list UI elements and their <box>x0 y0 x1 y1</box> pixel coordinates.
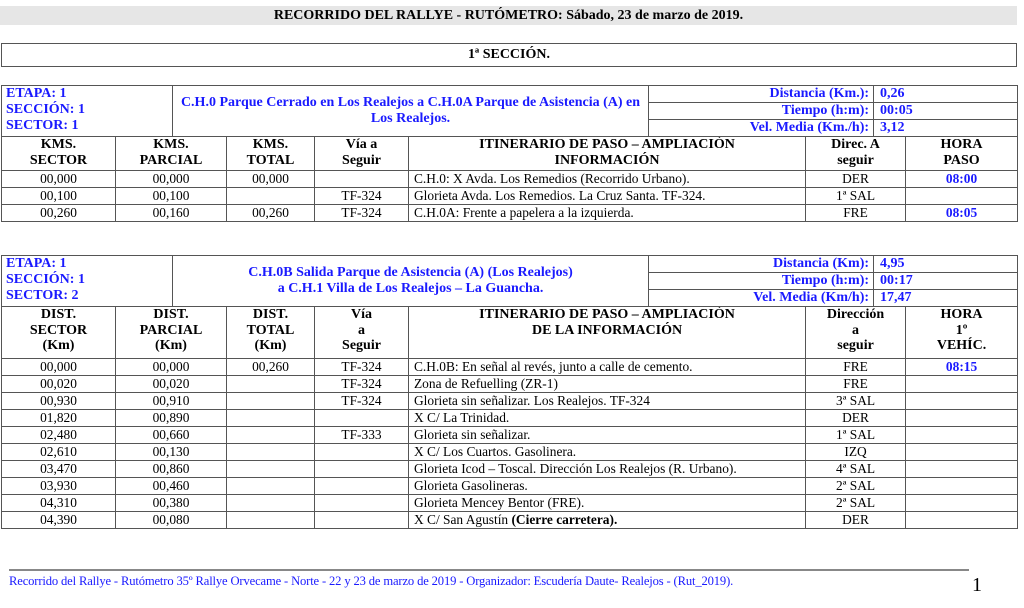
table-row <box>2 188 1018 205</box>
itinerario-text: Glorieta Mencey Bentor (FRE). <box>414 495 585 511</box>
sector-label: SECTOR: 2 <box>6 288 79 303</box>
col-header-line: (Km) <box>155 338 187 353</box>
col-header-line: KMS. <box>252 137 289 152</box>
itinerario-text: Glorieta Icod – Toscal. Dirección Los Realejos (R. Urbano). <box>414 461 737 477</box>
cell-hora: 08:15 <box>906 359 1018 376</box>
cell-total <box>227 444 315 461</box>
cell-direccion: 2ª SAL <box>806 478 906 495</box>
cell-total <box>227 393 315 410</box>
footer-text: Recorrido del Rallye - Rutómetro 35º Rallye Orvecame - Norte - 22 y 23 de marzo de 2019 - Organizador: Escudería Daute- Realejos - (Rut_2019). <box>9 574 734 588</box>
col-header-line: DIST. <box>252 307 289 322</box>
col-header-dist-parcial <box>116 307 227 359</box>
col-header-line: KMS. <box>40 137 77 152</box>
cell-parcial: 00,160 <box>116 205 227 222</box>
itinerario-text: Zona de Refuelling (ZR-1) <box>414 376 558 392</box>
col-header-line: DE LA INFORMACIÓN <box>531 322 683 338</box>
table-row <box>2 444 1018 461</box>
cell-sector: 02,480 <box>2 427 116 444</box>
cell-sector: 03,930 <box>2 478 116 495</box>
cell-total <box>227 512 315 529</box>
cell-parcial: 00,860 <box>116 461 227 478</box>
cell-via: TF-333 <box>315 427 409 444</box>
col-header-itinerario <box>409 137 806 171</box>
cell-itinerario <box>409 171 806 188</box>
col-header-line: seguir <box>837 338 874 353</box>
col-header-line: PARCIAL <box>139 152 203 168</box>
cell-parcial: 00,020 <box>116 376 227 393</box>
cell-itinerario <box>409 359 806 376</box>
cell-hora: 08:05 <box>906 205 1018 222</box>
cell-hora <box>906 188 1018 205</box>
document-title: RECORRIDO DEL RALLYE - RUTÓMETRO: Sábado, 23 de marzo de 2019. <box>0 6 1017 25</box>
cell-sector: 04,390 <box>2 512 116 529</box>
cell-direccion: 4ª SAL <box>806 461 906 478</box>
cell-parcial: 00,890 <box>116 410 227 427</box>
table-row <box>2 410 1018 427</box>
col-header-line: PASO <box>943 152 980 168</box>
cell-direccion: IZQ <box>806 444 906 461</box>
itinerario-text: C.H.0: X Avda. Los Remedios (Recorrido Urbano). <box>414 171 690 187</box>
col-header-line: DIST. <box>153 307 189 322</box>
cell-sector: 00,260 <box>2 205 116 222</box>
col-header-via <box>315 137 409 171</box>
cell-parcial: 00,080 <box>116 512 227 529</box>
cell-itinerario <box>409 495 806 512</box>
seccion-label: SECCIÓN: 1 <box>6 102 85 117</box>
distance-label: Distancia (Km.): <box>649 86 874 103</box>
cell-parcial: 00,910 <box>116 393 227 410</box>
itinerario-text: Glorieta sin señalizar. Los Realejos. TF-324 <box>414 393 650 409</box>
cell-via <box>315 171 409 188</box>
etapa-label: ETAPA: 1 <box>6 86 67 101</box>
cell-via: TF-324 <box>315 205 409 222</box>
col-header-line: (Km) <box>254 338 287 353</box>
avg-speed-label: Vel. Media (Km/h): <box>649 290 874 307</box>
cell-itinerario <box>409 376 806 393</box>
col-header-hora <box>906 307 1018 359</box>
cell-sector: 00,100 <box>2 188 116 205</box>
col-header-kms-total <box>227 137 315 171</box>
col-header-line: KMS. <box>153 137 189 152</box>
itinerario-text: Glorieta Avda. Los Remedios. La Cruz Santa. TF-324. <box>414 188 706 204</box>
col-header-line: ITINERARIO DE PASO – AMPLIACIÓN <box>479 307 735 322</box>
table-row <box>2 376 1018 393</box>
cell-itinerario <box>409 410 806 427</box>
itinerario-text: Glorieta Gasolineras. <box>414 478 528 494</box>
cell-total: 00,260 <box>227 205 315 222</box>
col-header-itinerario <box>409 307 806 359</box>
cell-via: TF-324 <box>315 393 409 410</box>
table-row <box>2 495 1018 512</box>
stage-table-2 <box>1 255 1018 529</box>
stage-identifier <box>2 86 173 137</box>
cell-parcial: 00,130 <box>116 444 227 461</box>
cell-hora <box>906 495 1018 512</box>
col-header-line: HORA <box>940 307 983 322</box>
table-row <box>2 512 1018 529</box>
cell-total: 00,000 <box>227 171 315 188</box>
cell-total <box>227 410 315 427</box>
col-header-line: 1º <box>955 322 968 338</box>
col-header-line: Vía a <box>345 137 378 152</box>
col-header-dist-total <box>227 307 315 359</box>
col-header-line: SECTOR <box>29 152 88 168</box>
etapa-label: ETAPA: 1 <box>6 256 67 271</box>
cell-parcial: 00,000 <box>116 171 227 188</box>
cell-direccion: FRE <box>806 205 906 222</box>
cell-via: TF-324 <box>315 359 409 376</box>
col-header-line: TOTAL <box>246 152 295 168</box>
time-value: 00:17 <box>874 273 1018 290</box>
cell-hora <box>906 478 1018 495</box>
page-number: 1 <box>972 574 982 596</box>
cell-total <box>227 461 315 478</box>
route-line: C.H.0B Salida Parque de Asistencia (A) (Los Realejos) <box>248 265 573 280</box>
cell-sector: 03,470 <box>2 461 116 478</box>
col-header-line: VEHÍC. <box>936 338 987 353</box>
col-header-line: Seguir <box>342 152 381 168</box>
cell-hora <box>906 427 1018 444</box>
cell-itinerario <box>409 478 806 495</box>
col-header-hora <box>906 137 1018 171</box>
cell-via: TF-324 <box>315 376 409 393</box>
col-header-via <box>315 307 409 359</box>
itinerario-text: C.H.0A: Frente a papelera a la izquierda. <box>414 205 634 221</box>
cell-sector: 04,310 <box>2 495 116 512</box>
col-header-kms-parcial <box>116 137 227 171</box>
route-description <box>173 256 649 307</box>
cell-direccion: 1ª SAL <box>806 427 906 444</box>
cell-hora <box>906 461 1018 478</box>
cell-total: 00,260 <box>227 359 315 376</box>
itinerario-text: X C/ Los Cuartos. Gasolinera. <box>414 444 577 460</box>
cell-total <box>227 495 315 512</box>
col-header-line: a <box>852 322 860 338</box>
table-row <box>2 359 1018 376</box>
table-row <box>2 478 1018 495</box>
cell-direccion: DER <box>806 410 906 427</box>
cell-direccion: DER <box>806 171 906 188</box>
table-row <box>2 171 1018 188</box>
cell-parcial: 00,100 <box>116 188 227 205</box>
cell-parcial: 00,460 <box>116 478 227 495</box>
table-row <box>2 427 1018 444</box>
col-header-direccion <box>806 307 906 359</box>
stage-table-1 <box>1 85 1018 222</box>
cell-via <box>315 495 409 512</box>
cell-hora <box>906 376 1018 393</box>
itinerario-text: C.H.0B: En señal al revés, junto a calle de cemento. <box>414 359 693 375</box>
cell-via <box>315 461 409 478</box>
cell-via <box>315 410 409 427</box>
col-header-line: SECTOR <box>29 322 88 338</box>
avg-speed-value: 17,47 <box>874 290 1018 307</box>
cell-via <box>315 478 409 495</box>
cell-via: TF-324 <box>315 188 409 205</box>
col-header-kms-sector <box>2 137 116 171</box>
col-header-line: Dirección <box>826 307 885 322</box>
footer-divider <box>9 569 969 571</box>
cell-direccion: FRE <box>806 376 906 393</box>
cell-sector: 00,930 <box>2 393 116 410</box>
table-row <box>2 205 1018 222</box>
col-header-line: a <box>358 322 365 338</box>
col-header-line: seguir <box>837 152 874 168</box>
time-label: Tiempo (h:m): <box>649 103 874 120</box>
cell-itinerario <box>409 444 806 461</box>
time-label: Tiempo (h:m): <box>649 273 874 290</box>
cell-direccion: 2ª SAL <box>806 495 906 512</box>
column-header-row <box>2 137 1018 171</box>
cell-hora: 08:00 <box>906 171 1018 188</box>
cell-direccion: DER <box>806 512 906 529</box>
col-header-line: INFORMACIÓN <box>554 152 660 168</box>
cell-itinerario <box>409 461 806 478</box>
cell-via <box>315 512 409 529</box>
col-header-line: TOTAL <box>246 322 295 338</box>
cell-parcial: 00,380 <box>116 495 227 512</box>
distance-label: Distancia (Km): <box>649 256 874 273</box>
col-header-line: Seguir <box>342 338 381 353</box>
cell-hora <box>906 393 1018 410</box>
cell-total <box>227 427 315 444</box>
table-row <box>2 393 1018 410</box>
itinerario-text: X C/ La Trinidad. <box>414 410 510 426</box>
sector-label: SECTOR: 1 <box>6 118 79 133</box>
cell-direccion: 3ª SAL <box>806 393 906 410</box>
col-header-line: Vía <box>351 307 372 322</box>
cell-direccion: FRE <box>806 359 906 376</box>
section-title: 1ª SECCIÓN. <box>1 43 1017 67</box>
time-value: 00:05 <box>874 103 1018 120</box>
col-header-line: DIST. <box>40 307 77 322</box>
itinerario-text: Glorieta sin señalizar. <box>414 427 531 443</box>
col-header-line: (Km) <box>42 338 75 353</box>
col-header-line: PARCIAL <box>139 322 203 338</box>
distance-value: 4,95 <box>874 256 1018 273</box>
cell-via <box>315 444 409 461</box>
route-line: a C.H.1 Villa de Los Realejos – La Guancha. <box>277 281 544 296</box>
col-header-dist-sector <box>2 307 116 359</box>
cell-itinerario <box>409 393 806 410</box>
column-header-row <box>2 307 1018 359</box>
route-description: C.H.0 Parque Cerrado en Los Realejos a C.H.0A Parque de Asistencia (A) en Los Realejos. <box>173 86 649 137</box>
avg-speed-value: 3,12 <box>874 120 1018 137</box>
cell-total <box>227 376 315 393</box>
cell-parcial: 00,660 <box>116 427 227 444</box>
cell-hora <box>906 512 1018 529</box>
cell-sector: 00,000 <box>2 359 116 376</box>
cell-itinerario <box>409 205 806 222</box>
seccion-label: SECCIÓN: 1 <box>6 272 85 287</box>
cell-hora <box>906 410 1018 427</box>
cell-total <box>227 188 315 205</box>
cell-sector: 02,610 <box>2 444 116 461</box>
itinerario-end-text: . <box>613 512 618 528</box>
cell-sector: 01,820 <box>2 410 116 427</box>
col-header-line: ITINERARIO DE PASO – AMPLIACIÓN <box>479 137 735 152</box>
avg-speed-label: Vel. Media (Km./h): <box>649 120 874 137</box>
distance-value: 0,26 <box>874 86 1018 103</box>
cell-total <box>227 478 315 495</box>
col-header-line: Direc. A <box>831 137 880 152</box>
cell-hora <box>906 444 1018 461</box>
cell-itinerario <box>409 512 806 529</box>
cell-sector: 00,000 <box>2 171 116 188</box>
cell-parcial: 00,000 <box>116 359 227 376</box>
col-header-direccion <box>806 137 906 171</box>
cell-itinerario <box>409 427 806 444</box>
cell-direccion: 1ª SAL <box>806 188 906 205</box>
table-row <box>2 461 1018 478</box>
itinerario-bold-text: (Cierre carretera) <box>511 512 614 528</box>
cell-sector: 00,020 <box>2 376 116 393</box>
col-header-line: HORA <box>940 137 983 152</box>
itinerario-text: X C/ San Agustín <box>414 512 512 528</box>
stage-identifier <box>2 256 173 307</box>
cell-itinerario <box>409 188 806 205</box>
